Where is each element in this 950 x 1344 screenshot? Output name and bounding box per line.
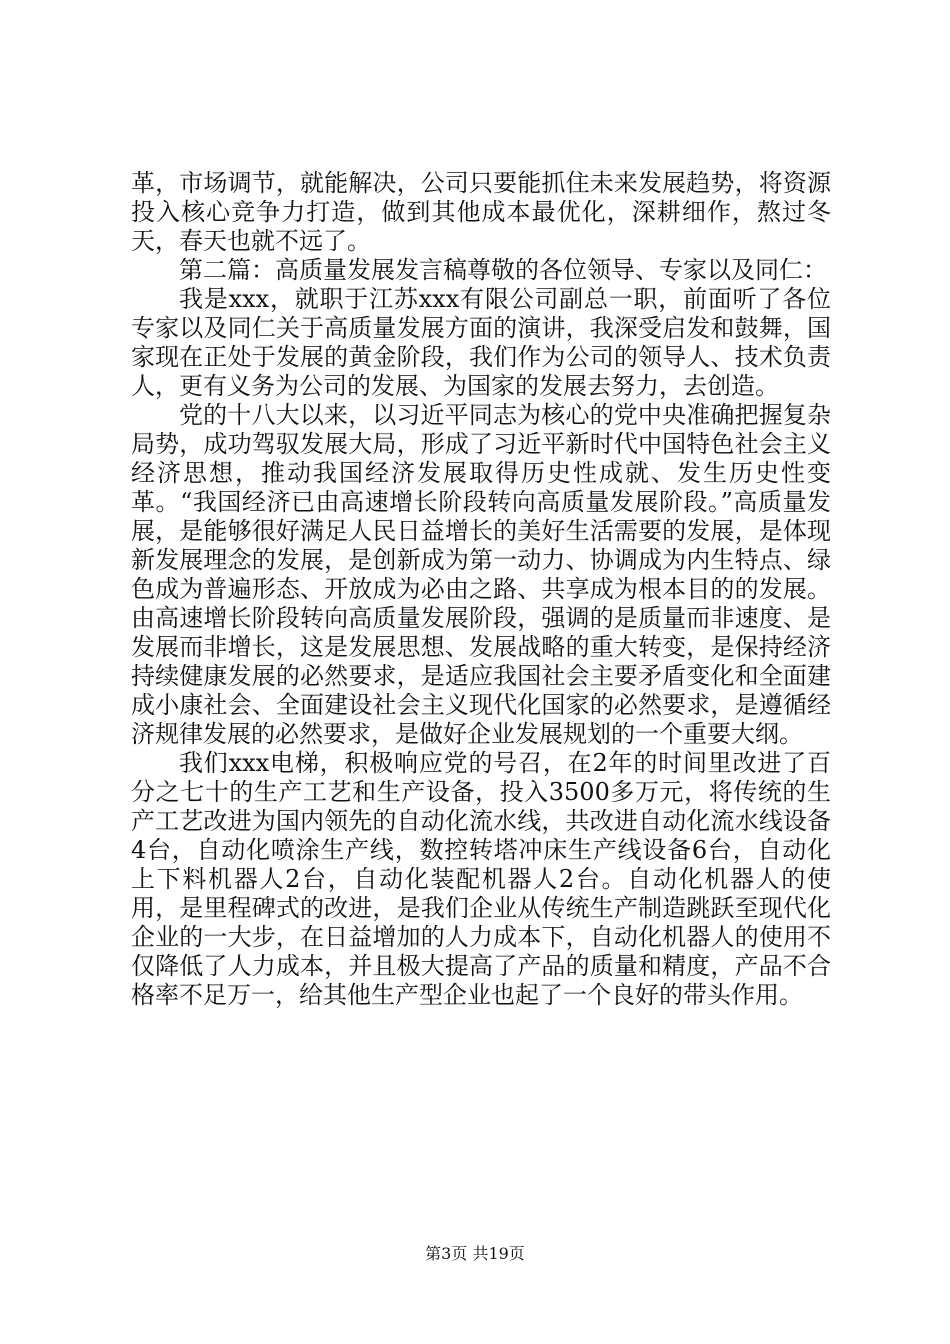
paragraph-introduction: 我是xxx，就职于江苏xxx有限公司副总一职，前面听了各位专家以及同仁关于高质量发展方面的演讲，我深受启发和鼓舞，国家现在正处于发展的黄金阶段，我们作为公司的领导人、技术负责人，更有义务为公司的发展、为国家的发展去努力，去创造。: [131, 285, 831, 400]
paragraph-high-quality-development: 党的十八大以来，以习近平同志为核心的党中央准确把握复杂局势，成功驾驭发展大局，形成了习近平新时代中国特色社会主义经济思想，推动我国经济发展取得历史性成就、发生历史性变革。“我国经济已由高速增长阶段转向高质量发展阶段。”高质量发展，是能够很好满足人民日益增长的美好生活需要的发展，是体现新发展理念的发展，是创新成为第一动力、协调成为内生特点、绿色成为普遍形态、开放成为必由之路、共享成为根本目的的发展。由高速增长阶段转向高质量发展阶段，强调的是质量而非速度、是发展而非增长，这是发展思想、发展战略的重大转变，是保持经济持续健康发展的必然要求，是适应我国社会主要矛盾变化和全面建成小康社会、全面建设社会主义现代化国家的必然要求，是遵循经济规律发展的必然要求，是做好企业发展规划的一个重要大纲。: [131, 401, 831, 748]
document-body: [131, 169, 831, 1010]
page-number-footer: 第3页 共19页: [425, 1244, 525, 1263]
paragraph-section-heading: 第二篇：高质量发展发言稿尊敬的各位领导、专家以及同仁：: [179, 256, 827, 284]
paragraph-continuation: 革，市场调节，就能解决，公司只要能抓住未来发展趋势，将资源投入核心竞争力打造，做到其他成本最优化，深耕细作，熬过冬天，春天也就不远了。: [131, 169, 831, 255]
paragraph-company-automation: 我们xxx电梯，积极响应党的号召，在2年的时间里改进了百分之七十的生产工艺和生产设备，投入3500多万元，将传统的生产工艺改进为国内领先的自动化流水线，共改进自动化流水线设备4台，自动化喷涂生产线，数控转塔冲床生产线设备6台，自动化上下料机器人2台，自动化装配机器人2台。自动化机器人的使用，是里程碑式的改进，是我们企业从传统生产制造跳跃至现代化企业的一大步，在日益增加的人力成本下，自动化机器人的使用不仅降低了人力成本，并且极大提高了产品的质量和精度，产品不合格率不足万一，给其他生产型企业也起了一个良好的带头作用。: [131, 749, 831, 1009]
